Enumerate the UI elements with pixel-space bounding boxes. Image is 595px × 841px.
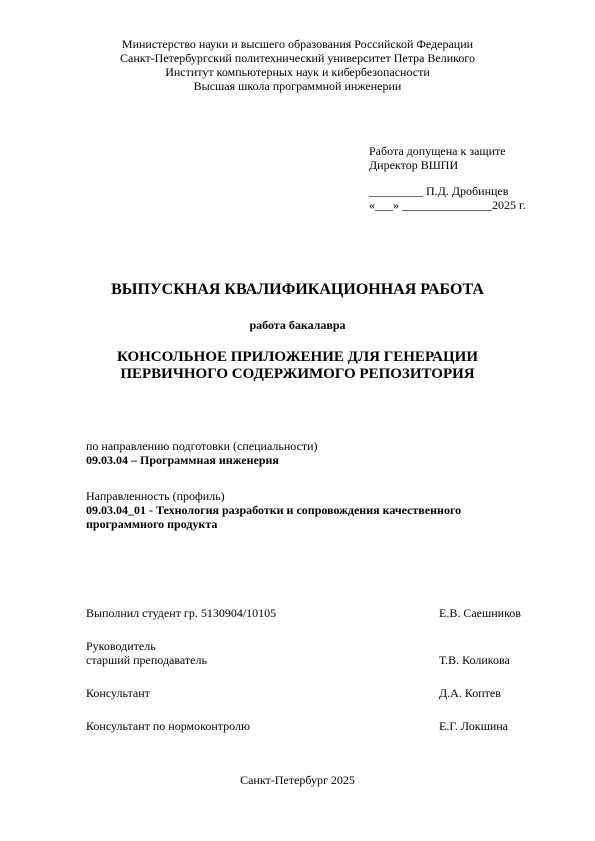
normcontrol-name: Е.Г. Локшина	[439, 719, 508, 733]
header-university-line: Санкт-Петербургский политехнический университет Петра Великого	[119, 51, 475, 65]
study-direction-label: по направлению подготовки (специальности)	[86, 439, 318, 453]
city-year-footer: Санкт-Петербург 2025	[240, 773, 355, 787]
ministry-header	[0, 37, 595, 93]
normcontrol-role: Консультант по нормоконтролю	[86, 719, 250, 733]
study-profile	[86, 489, 461, 531]
study-direction-value: 09.03.04 – Программная инженерия	[86, 453, 279, 467]
header-ministry-line: Министерство науки и высшего образования Российской Федерации	[121, 37, 474, 51]
header-school-line: Высшая школа программной инженерии	[193, 79, 402, 93]
document-title: ВЫПУСКНАЯ КВАЛИФИКАЦИОННАЯ РАБОТА	[111, 281, 484, 298]
study-profile-value-line-2: программного продукта	[86, 517, 218, 531]
approval-director-title: Директор ВШПИ	[369, 158, 459, 172]
student-name: Е.В. Саешников	[439, 606, 521, 620]
supervisor-role-position: старший преподаватель	[86, 653, 207, 667]
header-institute-line: Институт компьютерных наук и кибербезопасности	[165, 65, 430, 79]
study-profile-value-line-1: 09.03.04_01 - Технология разработки и сопровождения качественного	[86, 503, 462, 517]
thesis-topic	[0, 349, 595, 383]
approval-signature-line: _________ П.Д. Дробинцев	[369, 184, 509, 198]
thesis-topic-line-2: ПЕРВИЧНОГО СОДЕРЖИМОГО РЕПОЗИТОРИЯ	[120, 366, 475, 382]
approval-date-line: «___» _______________2025 г.	[369, 198, 526, 212]
consultant-role: Консультант	[86, 686, 150, 700]
student-role: Выполнил студент гр. 5130904/10105	[86, 606, 277, 620]
approval-admitted-text: Работа допущена к защите	[369, 144, 506, 158]
study-profile-label: Направленность (профиль)	[86, 489, 225, 503]
consultant-name: Д.А. Коптев	[439, 686, 501, 700]
supervisor-name: Т.В. Коликова	[439, 653, 510, 667]
approval-block	[369, 144, 526, 212]
supervisor-role	[86, 639, 207, 667]
thesis-topic-line-1: КОНСОЛЬНОЕ ПРИЛОЖЕНИЕ ДЛЯ ГЕНЕРАЦИИ	[116, 349, 479, 365]
document-type: работа бакалавра	[249, 318, 346, 332]
study-direction	[86, 439, 318, 467]
supervisor-role-title: Руководитель	[86, 639, 156, 653]
